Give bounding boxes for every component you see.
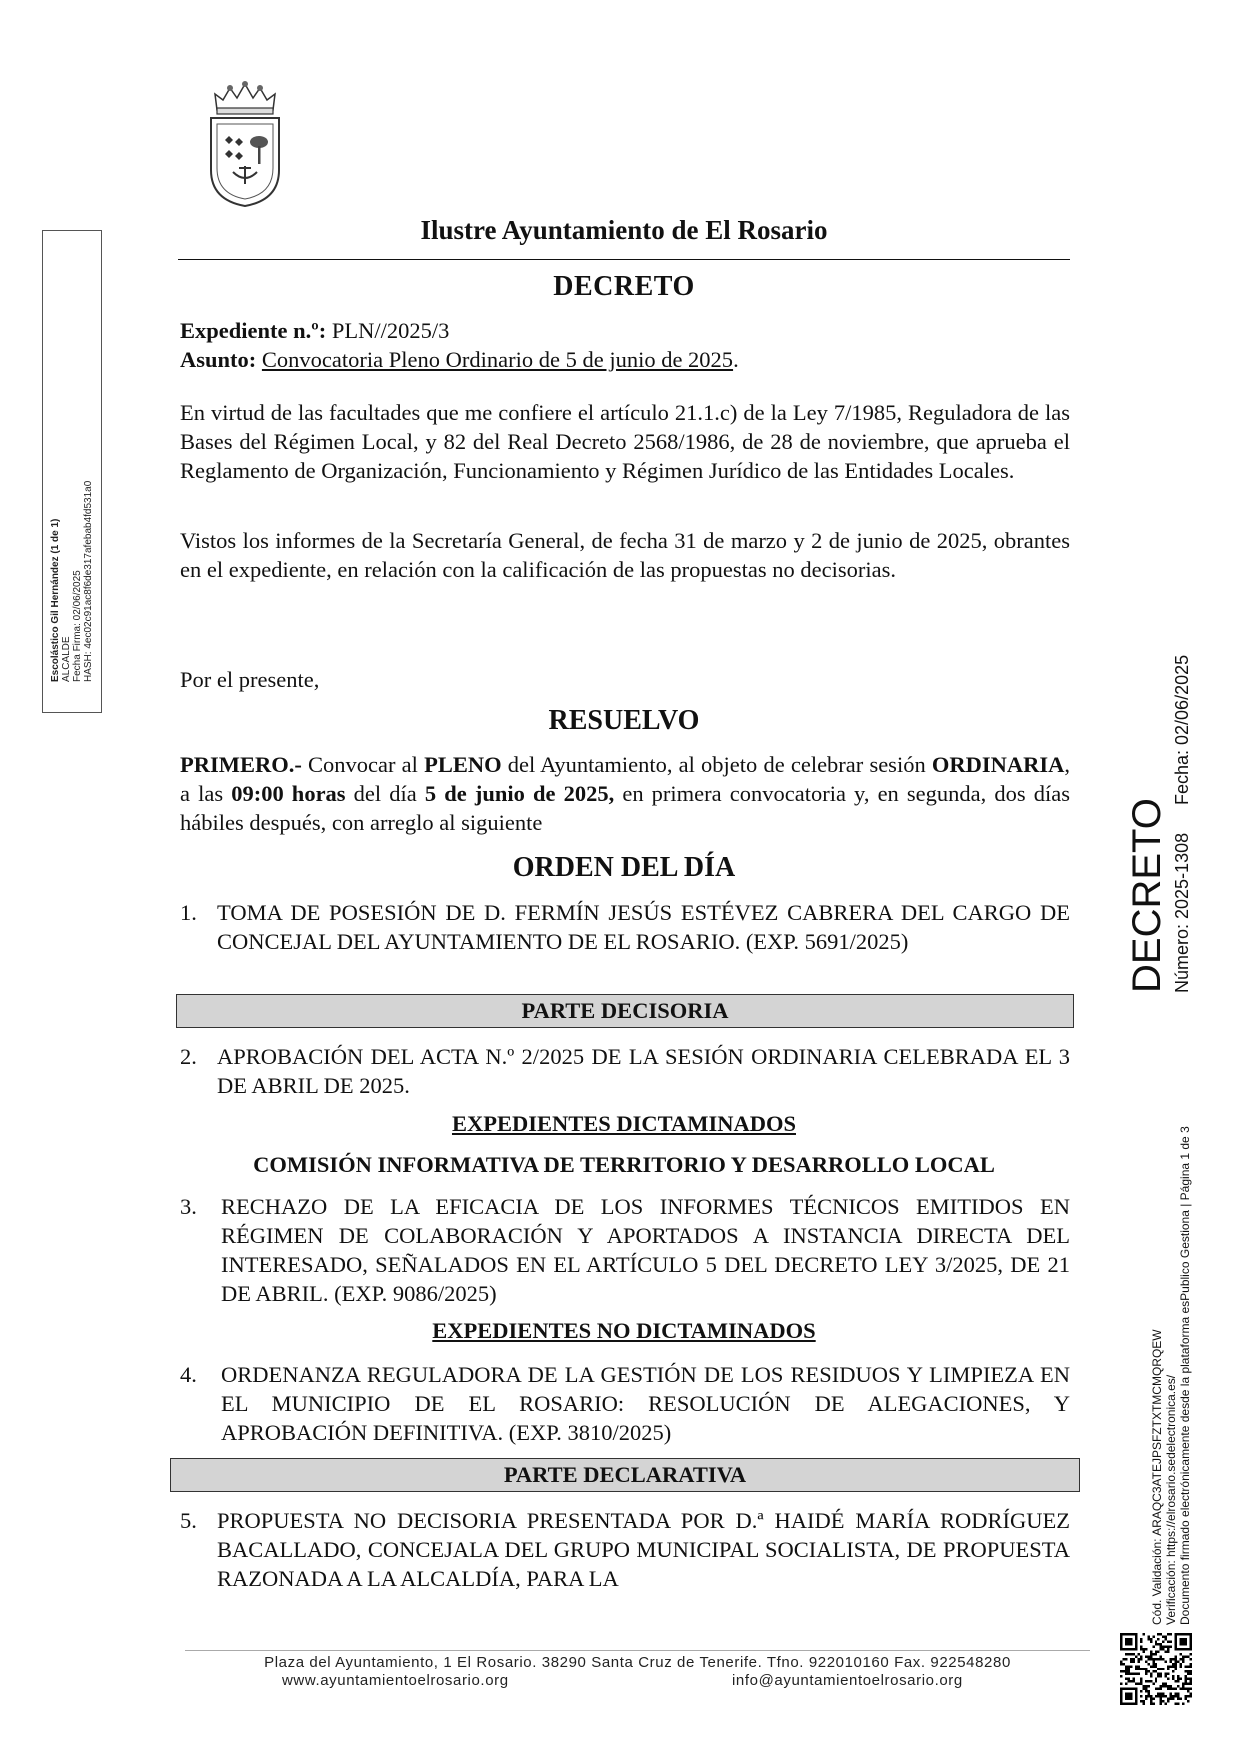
agenda-item <box>180 1042 1070 1100</box>
agenda-item <box>180 898 1070 956</box>
primero-label: PRIMERO.- <box>180 752 302 777</box>
header-divider <box>178 259 1070 260</box>
agenda-item-number: 2. <box>180 1044 197 1069</box>
primero-text-5: en primera convocatoria y, en segunda, dos días hábiles después, con arreglo al siguiente <box>180 781 1076 835</box>
agenda-item-text: PROPUESTA NO DECISORIA PRESENTADA POR D.ª HAIDÉ MARÍA RODRÍGUEZ BACALLADO, CONCEJALA DEL GRUPO MUNICIPAL SOCIALISTA, DE PROPUESTA RAZONADA A LA ALCALDÍA, PARA LA <box>217 1508 1070 1591</box>
primero-text-2: del Ayuntamiento, al objeto de celebrar sesión <box>501 752 932 777</box>
agenda-item-number: 5. <box>180 1508 197 1533</box>
asunto-period: . <box>733 347 739 372</box>
side-decreto-label: DECRETO <box>1125 798 1169 993</box>
resuelvo-heading: RESUELVO <box>548 705 700 736</box>
signature-stamp-text <box>50 262 94 682</box>
primero-ordinaria: ORDINARIA <box>931 752 1065 777</box>
agenda-item-text: RECHAZO DE LA EFICACIA DE LOS INFORMES TÉCNICOS EMITIDOS EN RÉGIMEN DE COLABORACIÓN Y APORTADOS A INSTANCIA DIRECTA DEL INTERESADO, SEÑALADOS EN EL ARTÍCULO 5 DEL DECRETO LEY 3/2025, DE 21 DE ABRIL. (EXP. 9086/2025) <box>221 1194 1070 1306</box>
footer-email-link[interactable]: info@ayuntamientoelrosario.org <box>732 1672 963 1689</box>
signer-name: Escolástico Gil Hernández (1 de 1) <box>50 518 61 682</box>
parte-decisoria-band: PARTE DECISORIA <box>176 994 1074 1028</box>
footer-address: Plaza del Ayuntamiento, 1 El Rosario. 38290 Santa Cruz de Tenerife. Tfno. 922010160 Fax. 922548280 <box>264 1654 1011 1671</box>
primero-paragraph <box>180 750 1076 837</box>
signature-stamp <box>42 230 102 713</box>
paragraph-legal-basis: En virtud de las facultades que me confiere el artículo 21.1.c) de la Ley 7/1985, Reguladora de las Bases del Régimen Local, y 82 del Real Decreto 2568/1986, de 28 de noviembre, que aprueba el Reglamento de Organización, Funcionamiento y Régimen Jurídico de las Entidades Locales. <box>180 400 1070 483</box>
side-validation-block <box>1150 1126 1192 1625</box>
platform-page-info: Documento firmado electrónicamente desde la plataforma esPublico Gestiona | Página 1 de 3 <box>1178 1126 1192 1625</box>
signer-role: ALCALDE <box>61 635 72 682</box>
qr-code-icon <box>1120 1633 1192 1705</box>
primero-hour: 09:00 horas <box>231 781 346 806</box>
agenda-item <box>180 1360 1070 1447</box>
primero-text-1: Convocar al <box>301 752 425 777</box>
side-decree-date: Fecha: 02/06/2025 <box>1172 654 1192 805</box>
expediente-line <box>180 316 449 345</box>
agenda-item-text: TOMA DE POSESIÓN DE D. FERMÍN JESÚS ESTÉVEZ CABRERA DEL CARGO DE CONCEJAL DEL AYUNTAMIENTO DE EL ROSARIO. (EXP. 5691/2025) <box>217 900 1070 954</box>
asunto-value: Convocatoria Pleno Ordinario de 5 de junio de 2025 <box>261 347 734 372</box>
footer-website-link[interactable]: www.ayuntamientoelrosario.org <box>282 1672 509 1689</box>
primero-date: 5 de junio de 2025, <box>424 781 615 806</box>
expediente-label: Expediente n.º: <box>180 318 327 343</box>
verification-url: Verificación: https://elrosario.sedelectronica.es/ <box>1164 1374 1178 1625</box>
por-el-presente: Por el presente, <box>180 667 320 692</box>
expedientes-dictaminados-heading: EXPEDIENTES DICTAMINADOS <box>451 1111 796 1136</box>
signature-date: Fecha Firma: 02/06/2025 <box>72 569 83 682</box>
agenda-item-text: ORDENANZA REGULADORA DE LA GESTIÓN DE LOS RESIDUOS Y LIMPIEZA EN EL MUNICIPIO DE EL ROSARIO: RESOLUCIÓN DE ALEGACIONES, Y APROBACIÓN DEFINITIVA. (EXP. 3810/2025) <box>221 1362 1070 1445</box>
expediente-value: PLN//2025/3 <box>331 318 450 343</box>
signature-hash: HASH: 4ec02c91ac8f6de317afebab4fd531a0 <box>83 480 94 682</box>
agenda-item <box>180 1506 1070 1593</box>
agenda-item-number: 1. <box>180 900 197 925</box>
primero-pleno: PLENO <box>424 752 502 777</box>
validation-code: Cód. Validación: ARAQC3ATEJPSFZTXTMCMQRQEW <box>1150 1329 1164 1625</box>
parte-declarativa-band: PARTE DECLARATIVA <box>170 1458 1080 1492</box>
paragraph-reports: Vistos los informes de la Secretaría General, de fecha 31 de marzo y 2 de junio de 2025, obrantes en el expediente, en relación con la calificación de las propuestas no decisorias. <box>180 528 1070 582</box>
document-title: DECRETO <box>553 271 695 302</box>
organization-name: Ilustre Ayuntamiento de El Rosario <box>420 215 828 245</box>
comision-heading: COMISIÓN INFORMATIVA DE TERRITORIO Y DESARROLLO LOCAL <box>253 1152 995 1177</box>
primero-text-4: del día <box>345 781 425 806</box>
primero-text-3: , a las <box>180 752 1076 806</box>
municipal-coat-of-arms-logo <box>205 80 285 210</box>
agenda-item-number: 3. <box>180 1194 197 1219</box>
expedientes-no-dictaminados-heading: EXPEDIENTES NO DICTAMINADOS <box>432 1318 816 1343</box>
agenda-item <box>180 1192 1070 1308</box>
footer-divider <box>185 1650 1090 1651</box>
asunto-label: Asunto: <box>180 347 257 372</box>
side-decree-number: Número: 2025-1308 <box>1172 832 1192 993</box>
orden-del-dia-heading: ORDEN DEL DÍA <box>512 852 736 883</box>
agenda-item-text: APROBACIÓN DEL ACTA N.º 2/2025 DE LA SESIÓN ORDINARIA CELEBRADA EL 3 DE ABRIL DE 2025. <box>217 1044 1070 1098</box>
agenda-item-number: 4. <box>180 1362 197 1387</box>
asunto-line <box>180 345 739 374</box>
